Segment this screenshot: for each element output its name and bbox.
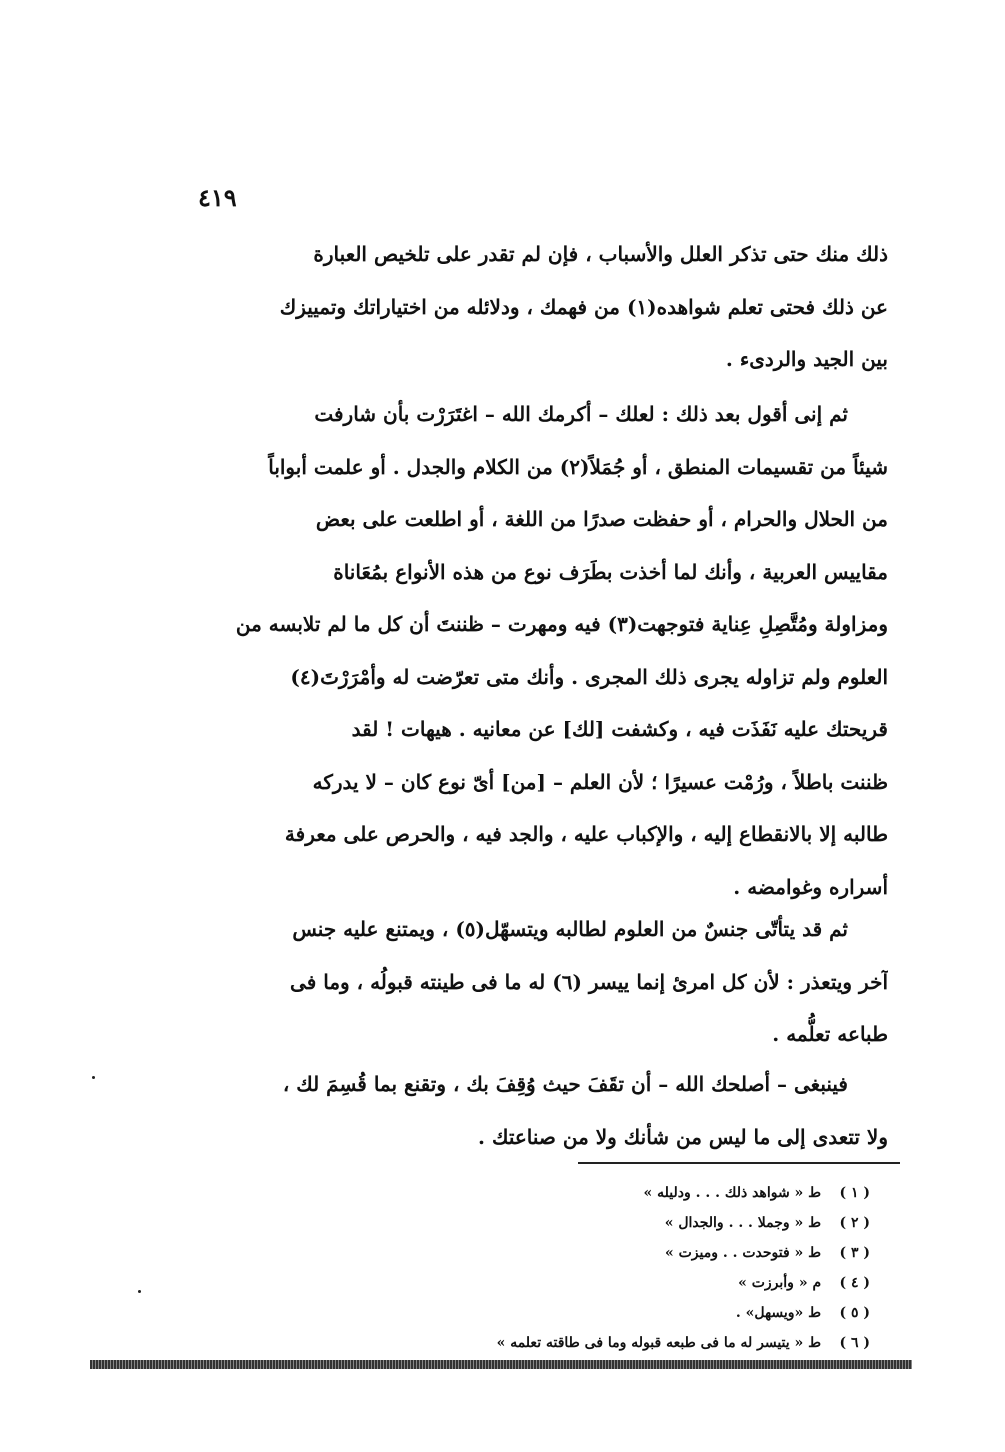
- footnote: [450, 1208, 870, 1238]
- text-line: من الحلال والحرام ، أو حفظت صدرًا من اللغة ، أو اطلعت على بعض: [315, 507, 888, 531]
- footnote-text: ط « شواهد ذلك . . . ودليله »: [643, 1185, 822, 1201]
- text-line: شيئاً من تقسيمات المنطق ، أو جُمَلاً(٢) من الكلام والجدل . أو علمت أبواباً: [268, 454, 888, 479]
- footnote: [450, 1328, 870, 1358]
- footnote-number: ( ٢ ): [839, 1215, 870, 1231]
- footnote-text: ط « فتوحدت . . وميزت »: [664, 1245, 822, 1261]
- footnote: [450, 1178, 870, 1208]
- text-line: ثم إنى أقول بعد ذلك : لعلك – أكرمك الله – اغتَرَرْت بأن شارفت: [314, 402, 848, 426]
- footnote: [450, 1238, 870, 1268]
- footnotes: [450, 1178, 870, 1358]
- footnote: [450, 1268, 870, 1298]
- text-line: طالبه إلا بالانقطاع إليه ، والإكباب عليه ، والجد فيه ، والحرص على معرفة: [284, 822, 888, 846]
- footnote-separator: [578, 1162, 900, 1164]
- scan-speck: [138, 1290, 141, 1293]
- text-line: مقاييس العربية ، وأنك لما أخذت بطَرَف نوع من هذه الأنواع بمُعَاناة: [333, 559, 888, 584]
- text-line: فينبغى – أصلحك الله – أن تقَفَ حيث وُقِفَ بك ، وتقنع بما قُسِمَ لك ،: [282, 1072, 848, 1096]
- text-line: ولا تتعدى إلى ما ليس من شأنك ولا من صناعتك .: [478, 1124, 888, 1149]
- footnote-text: ط « يتيسر له ما فى طبعه قبوله وما فى طاقته تعلمه »: [496, 1335, 822, 1351]
- paragraph-4: [203, 1058, 888, 1163]
- text-line: بين الجيد والردىء .: [725, 347, 888, 371]
- footnote-text: ط « وجملا . . . والجدال »: [664, 1215, 822, 1231]
- text-line: عن ذلك فحتى تعلم شواهده(١) من فهمك ، ودلائله من اختياراتك وتمييزك: [279, 294, 888, 319]
- footnote-number: ( ٥ ): [839, 1305, 870, 1321]
- footnote-text: م « وأبرزت »: [738, 1275, 822, 1291]
- text-line: طباعه تعلُّمه .: [772, 1022, 888, 1046]
- footnote-number: ( ٤ ): [839, 1275, 870, 1291]
- text-line: ظننت باطلاً ، ورُمْت عسيرًا ؛ لأن العلم – [من] أىّ نوع كان – لا يدركه: [312, 769, 888, 794]
- page-number: ٤١٩: [198, 183, 237, 212]
- paragraph-1: [203, 228, 888, 386]
- footnote: [450, 1298, 870, 1328]
- scan-speck: [92, 1076, 95, 1079]
- paragraph-2: [203, 388, 888, 913]
- text-line: آخر ويتعذر : لأن كل امرئ إنما ييسر (٦) له ما فى طينته قبولُه ، وما فى: [290, 969, 888, 994]
- footnote-text: ط «ويسهل» .: [735, 1305, 822, 1321]
- scan-edge-band: [90, 1360, 912, 1369]
- text-line: ومزاولة ومُتَّصِلِ عِناية فتوجهت(٣) فيه ومهرت – ظننتَ أن كل ما لم تلابسه من: [235, 612, 888, 636]
- text-line: ذلك منك حتى تذكر العلل والأسباب ، فإن لم تقدر على تلخيص العبارة: [313, 242, 888, 266]
- paragraph-3: [203, 903, 888, 1061]
- footnote-number: ( ١ ): [839, 1185, 870, 1201]
- text-line: العلوم ولم تزاوله يجرى ذلك المجرى . وأنك متى تعرّضت له وأمْرَرْتَ(٤): [290, 664, 888, 689]
- text-line: أسراره وغوامضه .: [733, 874, 888, 899]
- text-line: قريحتك عليه نَفَذَت فيه ، وكشفت [لك] عن معانيه . هيهات ! لقد: [351, 717, 888, 741]
- text-line: ثم قد يتأتّى جنسٌ من العلوم لطالبه ويتسهّل(٥) ، ويمتنع عليه جنس: [292, 917, 848, 941]
- footnote-number: ( ٦ ): [839, 1335, 870, 1351]
- footnote-number: ( ٣ ): [839, 1245, 870, 1261]
